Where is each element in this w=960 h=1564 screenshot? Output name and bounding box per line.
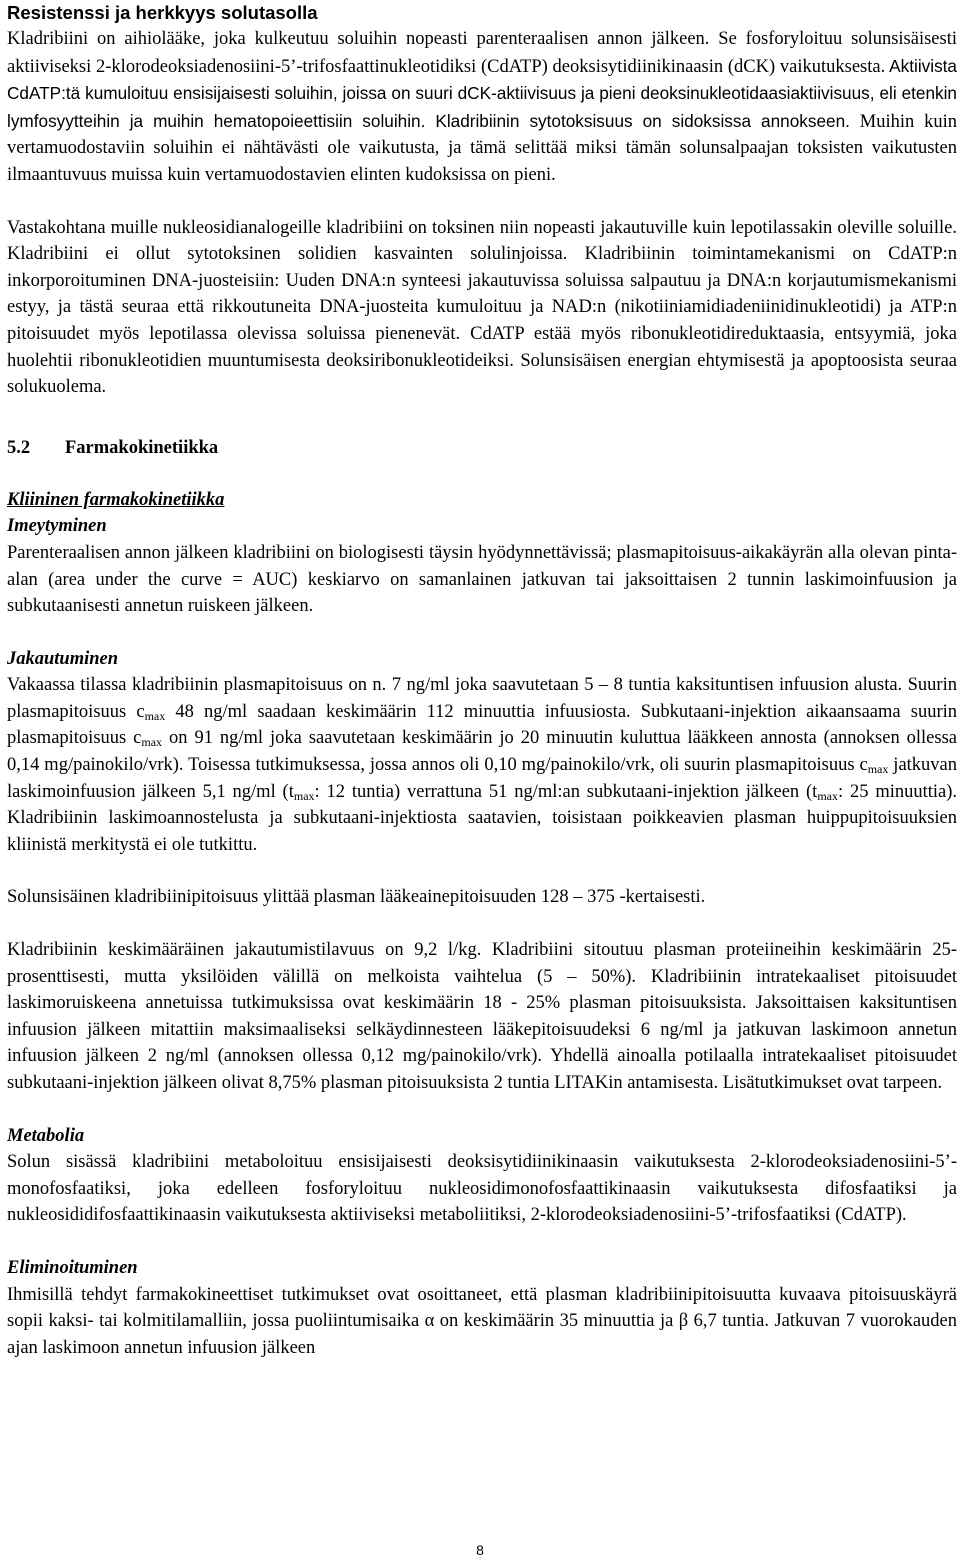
distribution-heading: Jakautuminen	[7, 648, 119, 669]
tmax-subscript: max	[817, 788, 838, 803]
dist-p1-f: : 25 minuuttia). Kladribiinin laskimoannostelusta ja subkutaani-injektiosta saatavien, toisistaan poikkeavien plasman huippupitoisuuksien kliinistä merkitystä ei ole tutkittu.	[7, 781, 958, 855]
resistance-p1-part3: Muihin kuin vertamuodostaviin soluihin ei nähtävästi ole vaikutusta, ja tämä selittää miksi tämän solunsalpaajan toksisten vaikutusten ilmaantuvuus muissa kuin vertamuodostavien elinten kudoksissa on pieni.	[7, 111, 958, 185]
dist-p1-a: Vakaassa tilassa kladribiinin plasmapitoisuus on n. 7 ng/ml joka saavutetaan 5 – 8 tuntia kaksituntisen infuusion alusta. Suurin plasmapitoisuus c	[7, 675, 957, 722]
page-number: 8	[476, 1542, 484, 1558]
resistance-paragraph-2: Vastakohtana muille nukleosidianalogeille kladribiini on toksinen niin nopeasti jakautuville kuin lepotilassakin oleville soluille. Kladribiini ei ollut sytotoksinen solidien kasvainten solulinjoissa. Kladribiinin toimintamekanismi on CdATP:n inkorporoituminen DNA-juosteisiin: Uuden DNA:n synteesi jakautuvissa soluissa salpautuu ja DNA:n korjautumismekanismi estyy, ja tästä seuraa että rikkoutuneita DNA-juosteita kumuloituu ja NAD:n (nikotiiniamidiadeniinidinukleotidi) ja ATP:n pitoisuudet myös lepotilassa olevissa soluissa pienenevät. CdATP estää myös ribonukleotidireduktaasia, entsyymiä, joka huolehtii ribonukleotidien muuntumisesta deoksiribonukleotideiksi. Solunsisäisen energian ehtymisestä ja apoptoosista seuraa solukuolema.	[7, 217, 957, 398]
distribution-paragraph-1	[7, 672, 957, 858]
resistance-heading: Resistenssi ja herkkyys solutasolla	[7, 2, 318, 23]
metabolism-paragraph: Solun sisässä kladribiini metaboloituu ensisijaisesti deoksisytidiinikinaasin vaikutuksesta 2-klorodeoksiadenosiini-5’-monofosfaatiksi, joka edelleen fosforyloituu nukleosidimonofosfaattikinaasin vaikutuksesta difosfaatiksi ja nukleosididifosfaattikinaasin vaikutuksesta aktiiviseksi metaboliitiksi, 2-klorodeoksiadenosiini-5’-trifosfaatiksi (CdATP).	[7, 1152, 957, 1226]
clinical-heading: Kliininen farmakokinetiikka	[7, 489, 225, 510]
cmax-subscript: max	[144, 708, 166, 723]
resistance-paragraph-1	[7, 26, 957, 189]
tmax-subscript: max	[293, 788, 315, 803]
section-title: Farmakokinetiikka	[65, 437, 219, 458]
dist-p1-e: : 12 tuntia) verrattuna 51 ng/ml:an subkutaani-injektion jälkeen (t	[314, 781, 818, 802]
absorption-paragraph: Parenteraalisen annon jälkeen kladribiini on biologisesti täysin hyödynnettävissä; plasmapitoisuus-aikakäyrän alla olevan pinta-alan (area under the curve = AUC) keskiarvo on samanlainen jatkuvan tai jaksoittaisen 2 tunnin laskimoinfuusion ja subkutaanisesti annetun ruiskeen jälkeen.	[7, 542, 957, 617]
resistance-p1-part2: Aktiivista CdATP:tä kumuloituu ensisijaisesti soluihin, joissa on suuri dCK-aktiivisuus ja pieni deoksinukleotidaasiaktiivisuus, eli etenkin lymfosyytteihin ja muihin hematopoieettisiin soluihin. Kladribiinin sytotoksisuus on sidoksissa annokseen.	[7, 55, 957, 131]
elimination-heading: Eliminoituminen	[7, 1257, 138, 1278]
section-heading	[7, 435, 957, 461]
distribution-paragraph-2: Solunsisäinen kladribiinipitoisuus ylittää plasman lääkeainepitoisuuden 128 – 375 -kertaisesti.	[7, 887, 706, 908]
cmax-subscript: max	[867, 762, 889, 777]
distribution-paragraph-3: Kladribiinin keskimääräinen jakautumistilavuus on 9,2 l/kg. Kladribiini sitoutuu plasman proteiineihin keskimäärin 25-prosenttisesti, mutta yksilöiden välillä on melkoista vaihtelua (5 – 50%). Kladribiinin intratekaaliset pitoisuudet laskimoruiskeena annetuissa tutkimuksissa ovat keskimäärin 18 - 25% plasman pitoisuuksista. Jaksoittaisen kaksituntisen infuusion jälkeen mitattiin maksimaaliseksi selkäydinnesteen lääkepitoisuudeksi 6 ng/ml ja jatkuvan laskimoon annetun infuusion jälkeen 2 ng/ml (annoksen ollessa 0,12 mg/painokilo/vrk). Yhdellä ainoalla potilaalla intratekaaliset pitoisuudet subkutaani-injektion jälkeen olivat 8,75% plasman pitoisuuksista 2 tuntia LITAKin antamisesta. Lisätutkimukset ovat tarpeen.	[7, 940, 957, 1093]
dist-p1-d: jatkuvan laskimoinfuusion jälkeen 5,1 ng/ml (t	[7, 755, 958, 802]
cmax-subscript: max	[141, 735, 163, 750]
resistance-p1-part1: Kladribiini on aihiolääke, joka kulkeutuu soluihin nopeasti parenteraalisen annon jälkeen. Se fosforyloituu solunsisäisesti aktiiviseksi 2-klorodeoksiadenosiini-5’-trifosfaattinukleotidiksi (CdATP) deoksisytidiinikinaasin (dCK) vaikutuksesta.	[7, 29, 957, 77]
dist-p1-c: on 91 ng/ml joka saavutetaan keskimäärin jo 20 minuutin kuluttua lääkkeen annosta (annoksen ollessa 0,14 mg/painokilo/vrk). Toisessa tutkimuksessa, jossa annos oli 0,10 mg/painokilo/vrk, oli suurin plasmapitoisuus c	[7, 728, 957, 776]
document-page	[7, 0, 957, 1361]
elimination-paragraph: Ihmisillä tehdyt farmakokineettiset tutkimukset ovat osoittaneet, että plasman kladribiinipitoisuutta kuvaava pitoisuuskäyrä sopii kaksi- tai kolmitilamalliin, jossa puoliintumisaika α on keskimäärin 35 minuuttia ja β 6,7 tuntia. Jatkuvan 7 vuorokauden ajan laskimoon annetun infuusion jälkeen	[7, 1284, 957, 1358]
metabolism-heading: Metabolia	[7, 1125, 85, 1146]
absorption-heading: Imeytyminen	[7, 516, 107, 537]
section-number: 5.2	[7, 437, 31, 458]
dist-p1-b: 48 ng/ml saadaan keskimäärin 112 minuuttia infuusiosta. Subkutaani-injektion aikaansaama suurin plasmapitoisuus c	[7, 701, 957, 749]
